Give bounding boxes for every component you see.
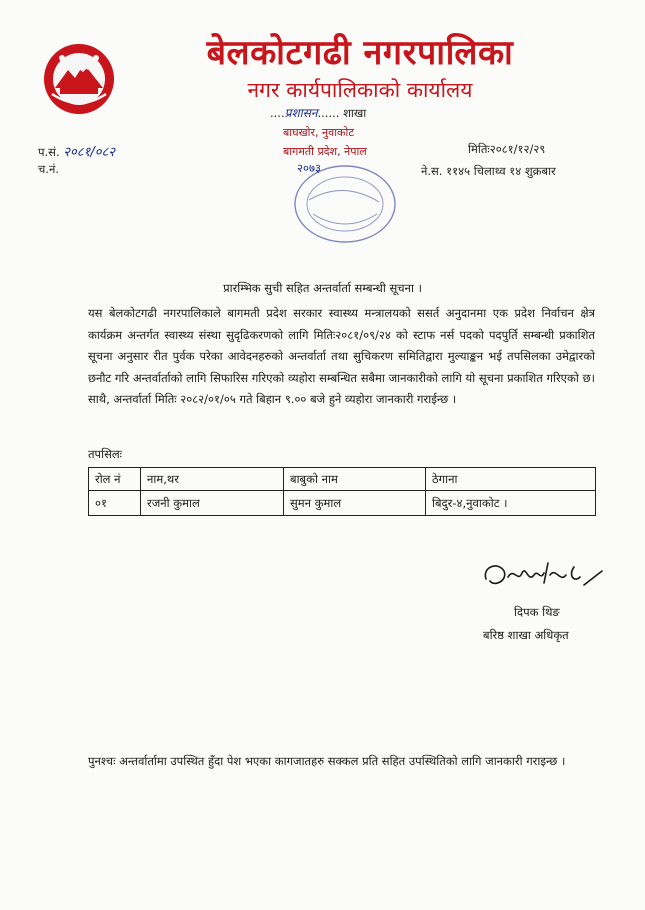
- handwritten-signature: [478, 553, 608, 597]
- office-name: नगर कार्यपालिकाको कार्यालय: [247, 78, 473, 102]
- table-row: [89, 491, 596, 516]
- cell-address: बिदुर-४,नुवाकोट ।: [426, 491, 596, 516]
- cell-father-name: सुमन कुमाल: [284, 491, 426, 516]
- candidate-table: [88, 467, 596, 516]
- ps-value: २०८१/०८२: [63, 145, 115, 160]
- col-roll-number: रोल नं: [89, 468, 141, 491]
- details-label: तपसिलः: [88, 447, 122, 461]
- office-stamp: [283, 160, 403, 250]
- cell-roll-number: ०१: [89, 491, 141, 516]
- notice-body: यस बेलकोटगढी नगरपालिकाले बागमती प्रदेश सरकार स्वास्थ्य मन्त्रालयको ससर्त अनुदानमा एक प्रदेश निर्वाचन क्षेत्र कार्यक्रम अन्तर्गत स्वास्थ्य संस्था सुदृढिकरणको लागि मितिः२०८१/०९/२४ को स्टाफ नर्स पदको पदपुर्ति सम्बन्धी प्रकाशित सूचना अनुसार रीत पुर्वक परेका आवेदनहरुको अन्तर्वार्ता तथा सुचिकरण समितिद्वारा मुल्याङ्कन भई तपसिलका उमेद्वारको छनौट गरि अन्तर्वार्ताको लागि सिफारिस गरिएको व्यहोरा सम्बन्धित सबैमा जानकारीको लागि यो सूचना प्रकाशित गरिएको छ। साथै, अन्तर्वार्ता मितिः २०८२/०१/०५ गते बिहान ९.०० बजे हुने व्यहोरा जानकारी गराईन्छ ।: [88, 306, 595, 407]
- branch-label: शाखा: [343, 106, 367, 120]
- reference-number: [38, 142, 115, 160]
- footer-note: पुनश्चः अन्तर्वार्तामा उपस्थित हुँदा पेश भएका कागजातहरु सक्कल प्रति सहित उपस्थितिको लागि जानकारी गराइन्छ ।: [88, 754, 566, 768]
- issue-date: मितिः२०८१/१२/२९: [468, 142, 546, 156]
- signer-name: दिपक थिङ: [514, 605, 560, 619]
- ps-label: प.सं.: [38, 145, 60, 159]
- notice-title: प्रारम्भिक सुची सहित अन्तर्वार्ता सम्बन्धी सूचना ।: [223, 281, 422, 295]
- nepal-sambat-date: ने.स. ११४५ चिलाथ्व १४ शुक्रबार: [421, 164, 556, 178]
- col-address: ठेगाना: [426, 468, 596, 491]
- org-name: बेलकोटगढी नगरपालिका: [206, 33, 514, 73]
- table-header-row: [89, 468, 596, 491]
- branch-handwritten: प्रशासन: [284, 106, 318, 120]
- signer-title: बरिष्ठ शाखा अधिकृत: [483, 628, 569, 642]
- col-name: नाम,थर: [141, 468, 284, 491]
- address-line-1: बाघखोर, नुवाकोट: [283, 126, 354, 139]
- stamp-year: २०७३: [297, 161, 321, 175]
- cell-name: रजनी कुमाल: [141, 491, 284, 516]
- municipality-emblem-logo: [42, 42, 116, 116]
- address-line-2: बागमती प्रदेश, नेपाल: [283, 145, 367, 158]
- dispatch-number-label: च.नं.: [38, 162, 59, 176]
- col-father-name: बाबुको नाम: [284, 468, 426, 491]
- branch-line: ....प्रशासन...... शाखा: [270, 106, 367, 120]
